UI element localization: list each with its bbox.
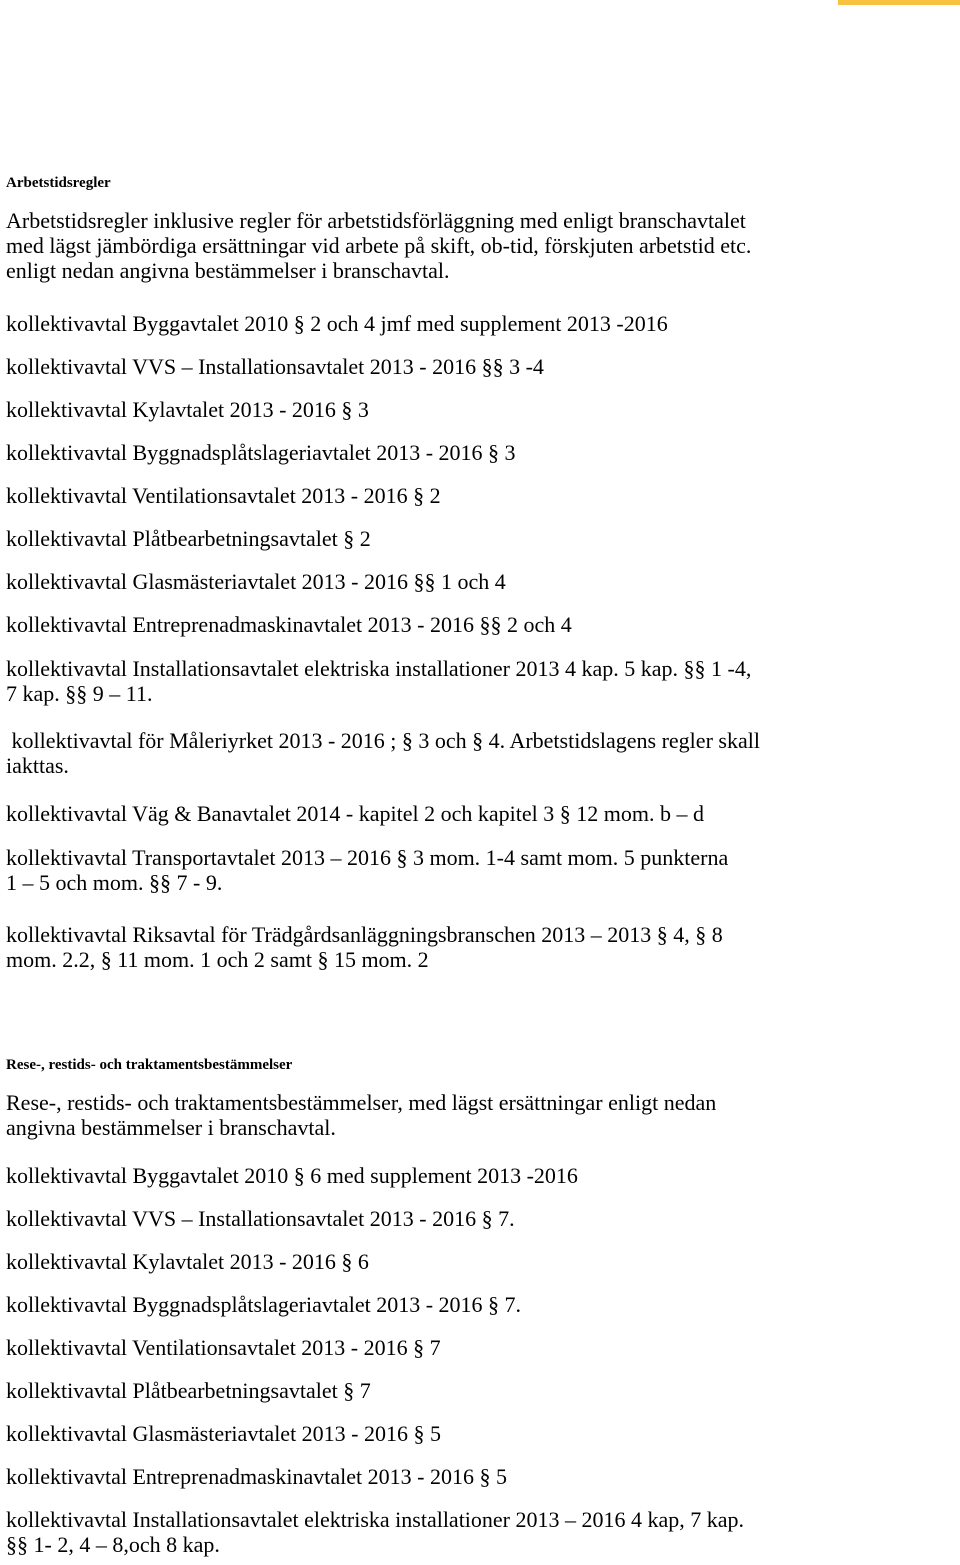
item-line: kollektivavtal Plåtbearbetningsavtalet § 7 (6, 1378, 371, 1403)
top-accent-line (838, 0, 960, 5)
agreement-item (6, 526, 371, 551)
item-line: kollektivavtal Väg & Banavtalet 2014 - kapitel 2 och kapitel 3 § 12 mom. b – d (6, 801, 704, 826)
intro-line: Rese-, restids- och traktamentsbestämmelser, med lägst ersättningar enligt nedan (6, 1090, 717, 1115)
item-line: kollektivavtal Installationsavtalet elektriska installationer 2013 4 kap. 5 kap. §§ 1 -4, (6, 656, 752, 681)
agreement-item (6, 569, 506, 594)
intro-line: Arbetstidsregler inklusive regler för arbetstidsförläggning med enligt branschavtalet (6, 208, 746, 233)
agreement-item (6, 728, 760, 778)
item-line: kollektivavtal Kylavtalet 2013 - 2016 § 3 (6, 397, 369, 422)
item-line: kollektivavtal Entreprenadmaskinavtalet 2013 - 2016 §§ 2 och 4 (6, 612, 572, 637)
intro-line: med lägst jämbördiga ersättningar vid arbete på skift, ob-tid, förskjuten arbetstid etc. (6, 233, 752, 258)
agreement-item (6, 1464, 507, 1489)
section-intro-working-hours (6, 208, 751, 283)
item-line: kollektivavtal Byggavtalet 2010 § 2 och 4 jmf med supplement 2013 -2016 (6, 311, 668, 336)
item-line: kollektivavtal Plåtbearbetningsavtalet § 2 (6, 526, 371, 551)
agreement-item (6, 483, 441, 508)
item-line: kollektivavtal Kylavtalet 2013 - 2016 § 6 (6, 1249, 369, 1274)
section-heading-travel: Rese-, restids- och traktamentsbestämmelser (6, 1057, 293, 1073)
agreement-item (6, 922, 723, 972)
agreement-item (6, 612, 572, 637)
section-intro-travel (6, 1090, 716, 1140)
item-line: kollektivavtal Transportavtalet 2013 – 2016 § 3 mom. 1-4 samt mom. 5 punkterna (6, 845, 729, 870)
item-line: kollektivavtal Riksavtal för Trädgårdsanläggningsbranschen 2013 – 2013 § 4, § 8 (6, 922, 723, 947)
agreement-item (6, 1421, 441, 1446)
agreement-item (6, 1335, 441, 1360)
item-line: kollektivavtal Ventilationsavtalet 2013 - 2016 § 7 (6, 1335, 441, 1360)
agreement-item (6, 354, 544, 379)
agreement-item (6, 1206, 515, 1231)
item-line: §§ 1- 2, 4 – 8,och 8 kap. (6, 1532, 220, 1557)
agreement-item (6, 845, 728, 895)
agreement-item (6, 397, 369, 422)
item-line: kollektivavtal för Måleriyrket 2013 - 2016 ; § 3 och § 4. Arbetstidslagens regler skall (6, 728, 760, 753)
agreement-item (6, 440, 516, 465)
item-line: 1 – 5 och mom. §§ 7 - 9. (6, 870, 223, 895)
agreement-item (6, 1378, 371, 1403)
item-line: mom. 2.2, § 11 mom. 1 och 2 samt § 15 mom. 2 (6, 947, 429, 972)
item-line: kollektivavtal Byggnadsplåtslageriavtalet 2013 - 2016 § 3 (6, 440, 516, 465)
intro-line: angivna bestämmelser i branschavtal. (6, 1115, 336, 1140)
agreement-item (6, 656, 751, 706)
agreement-item (6, 1249, 369, 1274)
section-heading-working-hours: Arbetstidsregler (6, 175, 111, 191)
agreement-item (6, 311, 668, 336)
item-line: kollektivavtal Ventilationsavtalet 2013 - 2016 § 2 (6, 483, 441, 508)
agreement-item (6, 1292, 521, 1317)
item-line: iakttas. (6, 753, 69, 778)
item-line: kollektivavtal Byggnadsplåtslageriavtalet 2013 - 2016 § 7. (6, 1292, 522, 1317)
agreement-item (6, 801, 704, 826)
agreement-item (6, 1163, 578, 1188)
item-line: kollektivavtal Entreprenadmaskinavtalet 2013 - 2016 § 5 (6, 1464, 507, 1489)
item-line: kollektivavtal Installationsavtalet elektriska installationer 2013 – 2016 4 kap, 7 kap. (6, 1507, 745, 1532)
item-line: kollektivavtal Glasmästeriavtalet 2013 - 2016 § 5 (6, 1421, 442, 1446)
item-line: kollektivavtal Byggavtalet 2010 § 6 med supplement 2013 -2016 (6, 1163, 578, 1188)
item-line: kollektivavtal VVS – Installationsavtalet 2013 - 2016 §§ 3 -4 (6, 354, 544, 379)
agreement-item (6, 1507, 744, 1557)
item-line: 7 kap. §§ 9 – 11. (6, 681, 153, 706)
item-line: kollektivavtal Glasmästeriavtalet 2013 - 2016 §§ 1 och 4 (6, 569, 506, 594)
item-line: kollektivavtal VVS – Installationsavtalet 2013 - 2016 § 7. (6, 1206, 515, 1231)
intro-line: enligt nedan angivna bestämmelser i branschavtal. (6, 258, 450, 283)
